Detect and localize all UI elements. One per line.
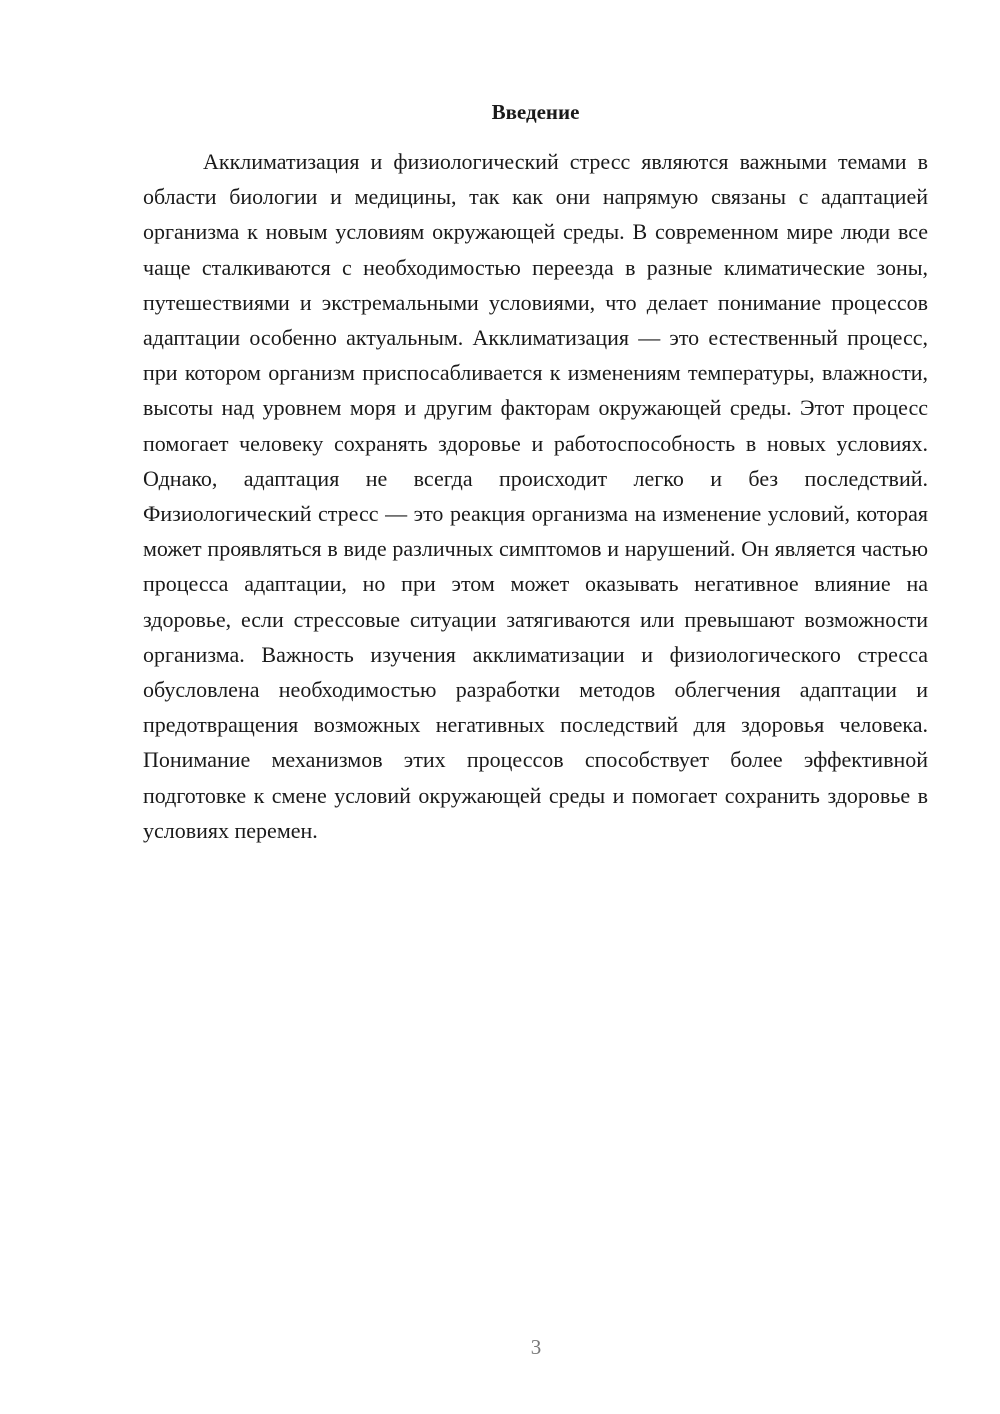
- body-paragraph: Акклиматизация и физиологический стресс являются важными темами в области биологии и медицины, так как они напрямую связаны с адаптацией организма к новым условиям окружающей среды. В современном мире люди все чаще сталкиваются с необходимостью переезда в разные климатические зоны, путешествиями и экстремальными условиями, что делает понимание процессов адаптации особенно актуальным. Акклиматизация — это естественный процесс, при котором организм приспосабливается к изменениям температуры, влажности, высоты над уровнем моря и другим факторам окружающей среды. Этот процесс помогает человеку сохранять здоровье и работоспособность в новых условиях. Однако, адаптация не всегда происходит легко и без последствий. Физиологический стресс — это реакция организма на изменение условий, которая может проявляться в виде различных симптомов и нарушений. Он является частью процесса адаптации, но при этом может оказывать негативное влияние на здоровье, если стрессовые ситуации затягиваются или превышают возможности организма. Важность изучения акклиматизации и физиологического стресса обусловлена необходимостью разработки методов облегчения адаптации и предотвращения возможных негативных последствий для здоровья человека. Понимание механизмов этих процессов способствует более эффективной подготовке к смене условий окружающей среды и помогает сохранить здоровье в условиях перемен.: [143, 149, 928, 843]
- section-heading: Введение: [491, 100, 580, 124]
- page-number: 3: [530, 1335, 542, 1359]
